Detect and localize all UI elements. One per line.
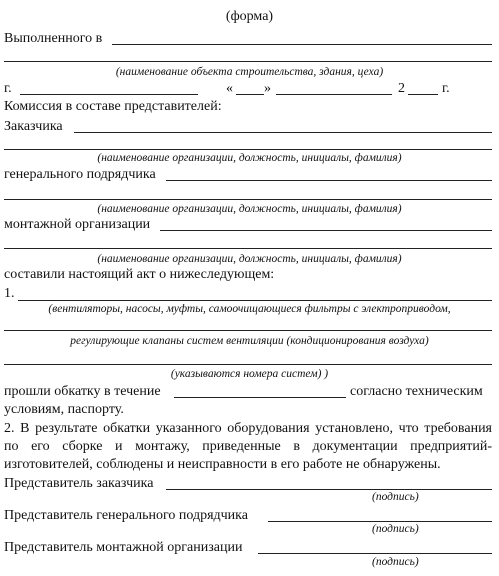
- item1-number: 1.: [4, 286, 15, 301]
- rep-installation-signature-line: [258, 553, 492, 554]
- year-prefix: 2: [398, 81, 405, 96]
- caption-equipment-1: (вентиляторы, насосы, муфты, самоочищающиеся фильтры с электроприводом,: [48, 303, 451, 315]
- caption-signature-general: (подпись): [372, 523, 419, 535]
- caption-signature-customer: (подпись): [372, 491, 419, 503]
- caption-customer: (наименование организации, должность, инициалы, фамилия): [97, 152, 402, 164]
- day-line: [236, 94, 264, 95]
- customer-label: Заказчика: [4, 119, 63, 134]
- caption-object: (наименование объекта строительства, здания, цеха): [115, 66, 384, 78]
- day-quote-close: »: [264, 81, 271, 96]
- general-contractor-label: генерального подрядчика: [4, 167, 156, 182]
- caption-signature-installation: (подпись): [372, 556, 419, 568]
- rep-general-signature-line: [268, 521, 492, 522]
- general-contractor-line-2: [4, 199, 492, 200]
- commission-heading: Комиссия в составе представителей:: [4, 99, 222, 114]
- year-line: [408, 94, 438, 95]
- rep-installation-label: Представитель монтажной организации: [4, 540, 243, 555]
- city-prefix: г.: [4, 81, 12, 96]
- month-line: [276, 94, 392, 95]
- caption-installation-org: (наименование организации, должность, инициалы, фамилия): [97, 253, 402, 265]
- year-suffix: г.: [442, 81, 450, 96]
- rep-general-label: Представитель генерального подрядчика: [4, 508, 248, 523]
- runin-text-line2: условиям, паспорту.: [4, 402, 124, 417]
- general-contractor-line: [166, 180, 492, 181]
- item2-paragraph: 2. В результате обкатки указанного оборудования установлено, что требования по его сборке и монтажу, приведенные в документации предприятий-изготовителей, соблюдены и неисправности в его работе не обнаружены.: [4, 421, 492, 472]
- customer-line-2: [4, 149, 492, 150]
- day-quote-open: «: [226, 81, 233, 96]
- equipment-line-2: [4, 330, 492, 331]
- customer-line: [74, 132, 492, 133]
- runin-period-line: [174, 397, 346, 398]
- object-name-line: [112, 44, 492, 45]
- systems-line: [4, 364, 492, 365]
- caption-equipment-2: регулирующие клапаны систем вентиляции (кондиционирования воздуха): [70, 335, 429, 347]
- caption-general-contractor: (наименование организации, должность, инициалы, фамилия): [97, 203, 402, 215]
- form-label: (форма): [225, 9, 274, 24]
- rep-customer-signature-line: [166, 489, 492, 490]
- caption-systems: (указываются номера систем) ): [170, 368, 329, 380]
- completed-in-label: Выполненного в: [4, 31, 103, 46]
- rep-customer-label: Представитель заказчика: [4, 476, 154, 491]
- installation-org-line: [160, 230, 492, 231]
- installation-org-line-2: [4, 248, 492, 249]
- equipment-line: [18, 300, 492, 301]
- runin-text: прошли обкатку в течение: [4, 384, 161, 399]
- installation-org-label: монтажной организации: [4, 217, 151, 232]
- city-line: [20, 94, 198, 95]
- runin-text-after: согласно техническим: [350, 384, 483, 399]
- object-name-line-2: [4, 61, 492, 62]
- compiled-act-text: составили настоящий акт о нижеследующем:: [4, 267, 275, 282]
